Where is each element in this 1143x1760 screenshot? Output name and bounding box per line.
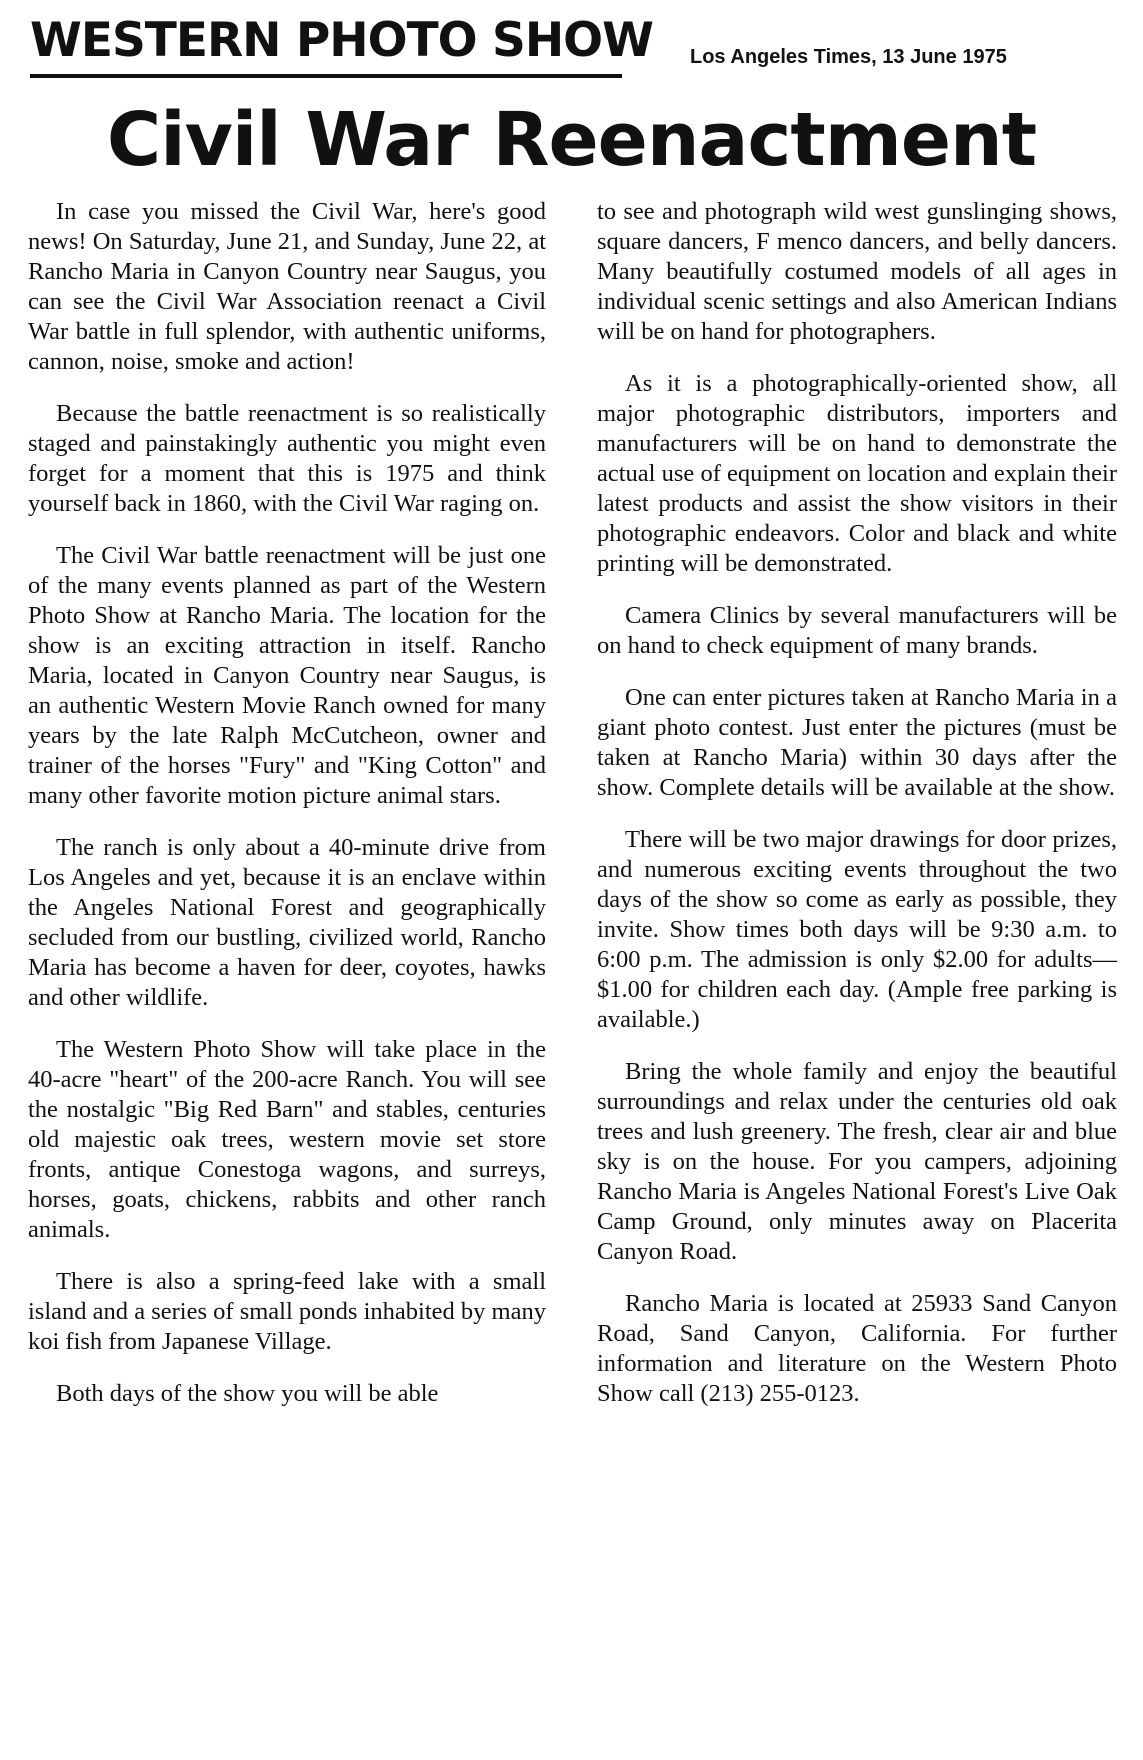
article-paragraph: There is also a spring-feed lake with a small island and a series of small ponds inhabited by many koi fish from Japanese Village.: [28, 1268, 546, 1355]
article-paragraph: Rancho Maria is located at 25933 Sand Canyon Road, Sand Canyon, California. For further information and literature on the Western Photo Show call (213) 255-0123.: [597, 1290, 1117, 1407]
article-paragraph: to see and photograph wild west gunslinging shows, square dancers, F menco dancers, and belly dancers. Many beautifully costumed models of all ages in individual scenic settings and also American Indians will be on hand for photographers.: [597, 198, 1117, 345]
left-column: [28, 197, 546, 1431]
article-paragraph: As it is a photographically-oriented show, all major photographic distributors, importers and manufacturers will be on hand to demonstrate the actual use of equipment on location and explain their latest products and assist the show visitors in their photographic endeavors. Color and black and white printing will be demonstrated.: [597, 370, 1117, 577]
article-paragraph: Camera Clinics by several manufacturers will be on hand to check equipment of many brands.: [597, 602, 1117, 659]
headline: Civil War Reenactment: [106, 97, 1037, 183]
kicker-underline: [30, 74, 622, 78]
section-kicker: WESTERN PHOTO SHOW: [30, 13, 653, 68]
source-citation: Los Angeles Times, 13 June 1975: [690, 46, 1007, 68]
article-paragraph: In case you missed the Civil War, here's good news! On Saturday, June 21, and Sunday, June 22, at Rancho Maria in Canyon Country near Saugus, you can see the Civil War Association reenact a Civil War battle in full splendor, with authentic uniforms, cannon, noise, smoke and action!: [28, 198, 546, 375]
right-column: [597, 197, 1117, 1431]
article-paragraph: Both days of the show you will be able: [56, 1380, 439, 1407]
article-paragraph: Bring the whole family and enjoy the beautiful surroundings and relax under the centuries old oak trees and lush greenery. The fresh, clear air and blue sky is on the house. For you campers, adjoining Rancho Maria is Angeles National Forest's Live Oak Camp Ground, only minutes away on Placerita Canyon Road.: [597, 1058, 1117, 1265]
article-paragraph: The ranch is only about a 40-minute drive from Los Angeles and yet, because it is an enclave within the Angeles National Forest and geographically secluded from our bustling, civilized world, Rancho Maria has become a haven for deer, coyotes, hawks and other wildlife.: [28, 834, 546, 1011]
article-paragraph: One can enter pictures taken at Rancho Maria in a giant photo contest. Just enter the pictures (must be taken at Rancho Maria) within 30 days after the show. Complete details will be available at the show.: [597, 684, 1117, 801]
article-paragraph: The Civil War battle reenactment will be just one of the many events planned as part of the Western Photo Show at Rancho Maria. The location for the show is an exciting attraction in itself. Rancho Maria, located in Canyon Country near Saugus, is an authentic Western Movie Ranch owned for many years by the late Ralph McCutcheon, owner and trainer of the horses "Fury" and "King Cotton" and many other favorite motion picture animal stars.: [28, 542, 546, 809]
article-paragraph: The Western Photo Show will take place in the 40-acre "heart" of the 200-acre Ranch. You will see the nostalgic "Big Red Barn" and stables, centuries old majestic oak trees, western movie set store fronts, antique Conestoga wagons, and surreys, horses, goats, chickens, rabbits and other ranch animals.: [28, 1036, 546, 1243]
article-paragraph: Because the battle reenactment is so realistically staged and painstakingly authentic you might even forget for a moment that this is 1975 and think yourself back in 1860, with the Civil War raging on.: [28, 400, 546, 517]
article-paragraph: There will be two major drawings for door prizes, and numerous exciting events throughout the two days of the show so come as early as possible, they invite. Show times both days will be 9:30 a.m. to 6:00 p.m. The admission is only $2.00 for adults—$1.00 for children each day. (Ample free parking is available.): [597, 826, 1117, 1033]
